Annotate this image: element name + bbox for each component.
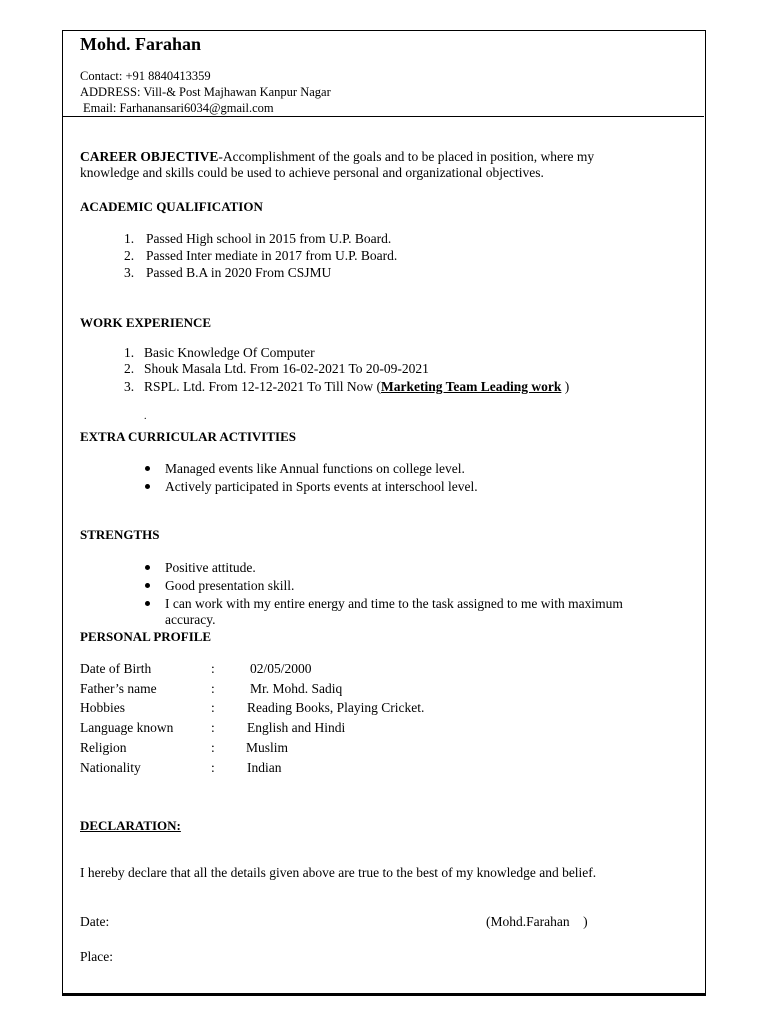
profile-separator: : — [211, 700, 215, 715]
bullet-icon — [145, 466, 150, 471]
career-objective-text-2: knowledge and skills could be used to achieve personal and organizational objectives. — [80, 165, 544, 180]
profile-label: Father’s name — [80, 681, 157, 696]
extra-heading: EXTRA CURRICULAR ACTIVITIES — [80, 429, 296, 444]
signature: (Mohd.Farahan ) — [486, 914, 588, 929]
strength-item: Good presentation skill. — [165, 578, 295, 593]
profile-heading: PERSONAL PROFILE — [80, 629, 212, 644]
academic-item: Passed High school in 2015 from U.P. Board. — [146, 231, 392, 246]
work-item: Shouk Masala Ltd. From 16-02-2021 To 20-09-2021 — [144, 361, 429, 376]
profile-separator: : — [211, 661, 215, 676]
email-line: Email: Farhanansari6034@gmail.com — [83, 101, 274, 115]
place-label: Place: — [80, 949, 113, 964]
academic-item: Passed B.A in 2020 From CSJMU — [146, 265, 332, 280]
contact-line: Contact: +91 8840413359 — [80, 69, 211, 83]
profile-label: Hobbies — [80, 700, 125, 715]
header-divider — [62, 116, 704, 117]
work-item: Basic Knowledge Of Computer — [144, 345, 315, 360]
strength-item-continuation: accuracy. — [165, 612, 216, 627]
bullet-icon — [145, 601, 150, 606]
academic-heading: ACADEMIC QUALIFICATION — [80, 199, 263, 214]
career-objective — [80, 149, 594, 165]
profile-separator: : — [211, 740, 215, 755]
bullet-icon — [145, 484, 150, 489]
extra-item: Actively participated in Sports events at interschool level. — [165, 479, 478, 494]
work-item-end: ) — [561, 379, 570, 394]
strength-item: Positive attitude. — [165, 560, 256, 575]
profile-separator: : — [211, 760, 215, 775]
profile-label: Religion — [80, 740, 127, 755]
profile-value: Muslim — [246, 740, 289, 755]
date-label: Date: — [80, 914, 110, 929]
candidate-name: Mohd. Farahan — [80, 34, 202, 54]
work-item — [144, 379, 569, 395]
academic-item-num: 2. — [124, 248, 135, 263]
strengths-heading: STRENGTHS — [80, 527, 160, 542]
work-highlight: Marketing Team Leading work — [380, 379, 562, 394]
profile-label: Language known — [80, 720, 174, 735]
academic-item-num: 1. — [124, 231, 135, 246]
work-heading: WORK EXPERIENCE — [80, 315, 212, 330]
strength-item: I can work with my entire energy and time to the task assigned to me with maximum — [165, 596, 623, 611]
profile-value: 02/05/2000 — [250, 661, 312, 676]
academic-item: Passed Inter mediate in 2017 from U.P. Board. — [146, 248, 398, 263]
address-line: ADDRESS: Vill-& Post Majhawan Kanpur Nagar — [80, 85, 331, 99]
extra-item: Managed events like Annual functions on college level. — [165, 461, 465, 476]
academic-item-num: 3. — [124, 265, 135, 280]
profile-label: Nationality — [80, 760, 141, 775]
profile-value: Reading Books, Playing Cricket. — [247, 700, 425, 715]
work-item-num: 1. — [124, 345, 135, 360]
profile-value: Indian — [247, 760, 282, 775]
declaration-text: I hereby declare that all the details given above are true to the best of my knowledge and belief. — [80, 865, 597, 880]
profile-label: Date of Birth — [80, 661, 152, 676]
career-objective-label: CAREER OBJECTIVE — [80, 149, 219, 164]
work-item-text: RSPL. Ltd. From 12-12-2021 To Till Now ( — [144, 379, 381, 394]
work-item-num: 3. — [124, 379, 135, 394]
profile-separator: : — [211, 720, 215, 735]
stray-mark: . — [144, 411, 147, 422]
bullet-icon — [145, 583, 150, 588]
work-item-num: 2. — [124, 361, 135, 376]
profile-value: Mr. Mohd. Sadiq — [250, 681, 343, 696]
declaration-heading: DECLARATION: — [80, 818, 181, 833]
career-objective-text-1: -Accomplishment of the goals and to be placed in position, where my — [218, 149, 595, 164]
bullet-icon — [145, 565, 150, 570]
profile-value: English and Hindi — [247, 720, 346, 735]
profile-separator: : — [211, 681, 215, 696]
